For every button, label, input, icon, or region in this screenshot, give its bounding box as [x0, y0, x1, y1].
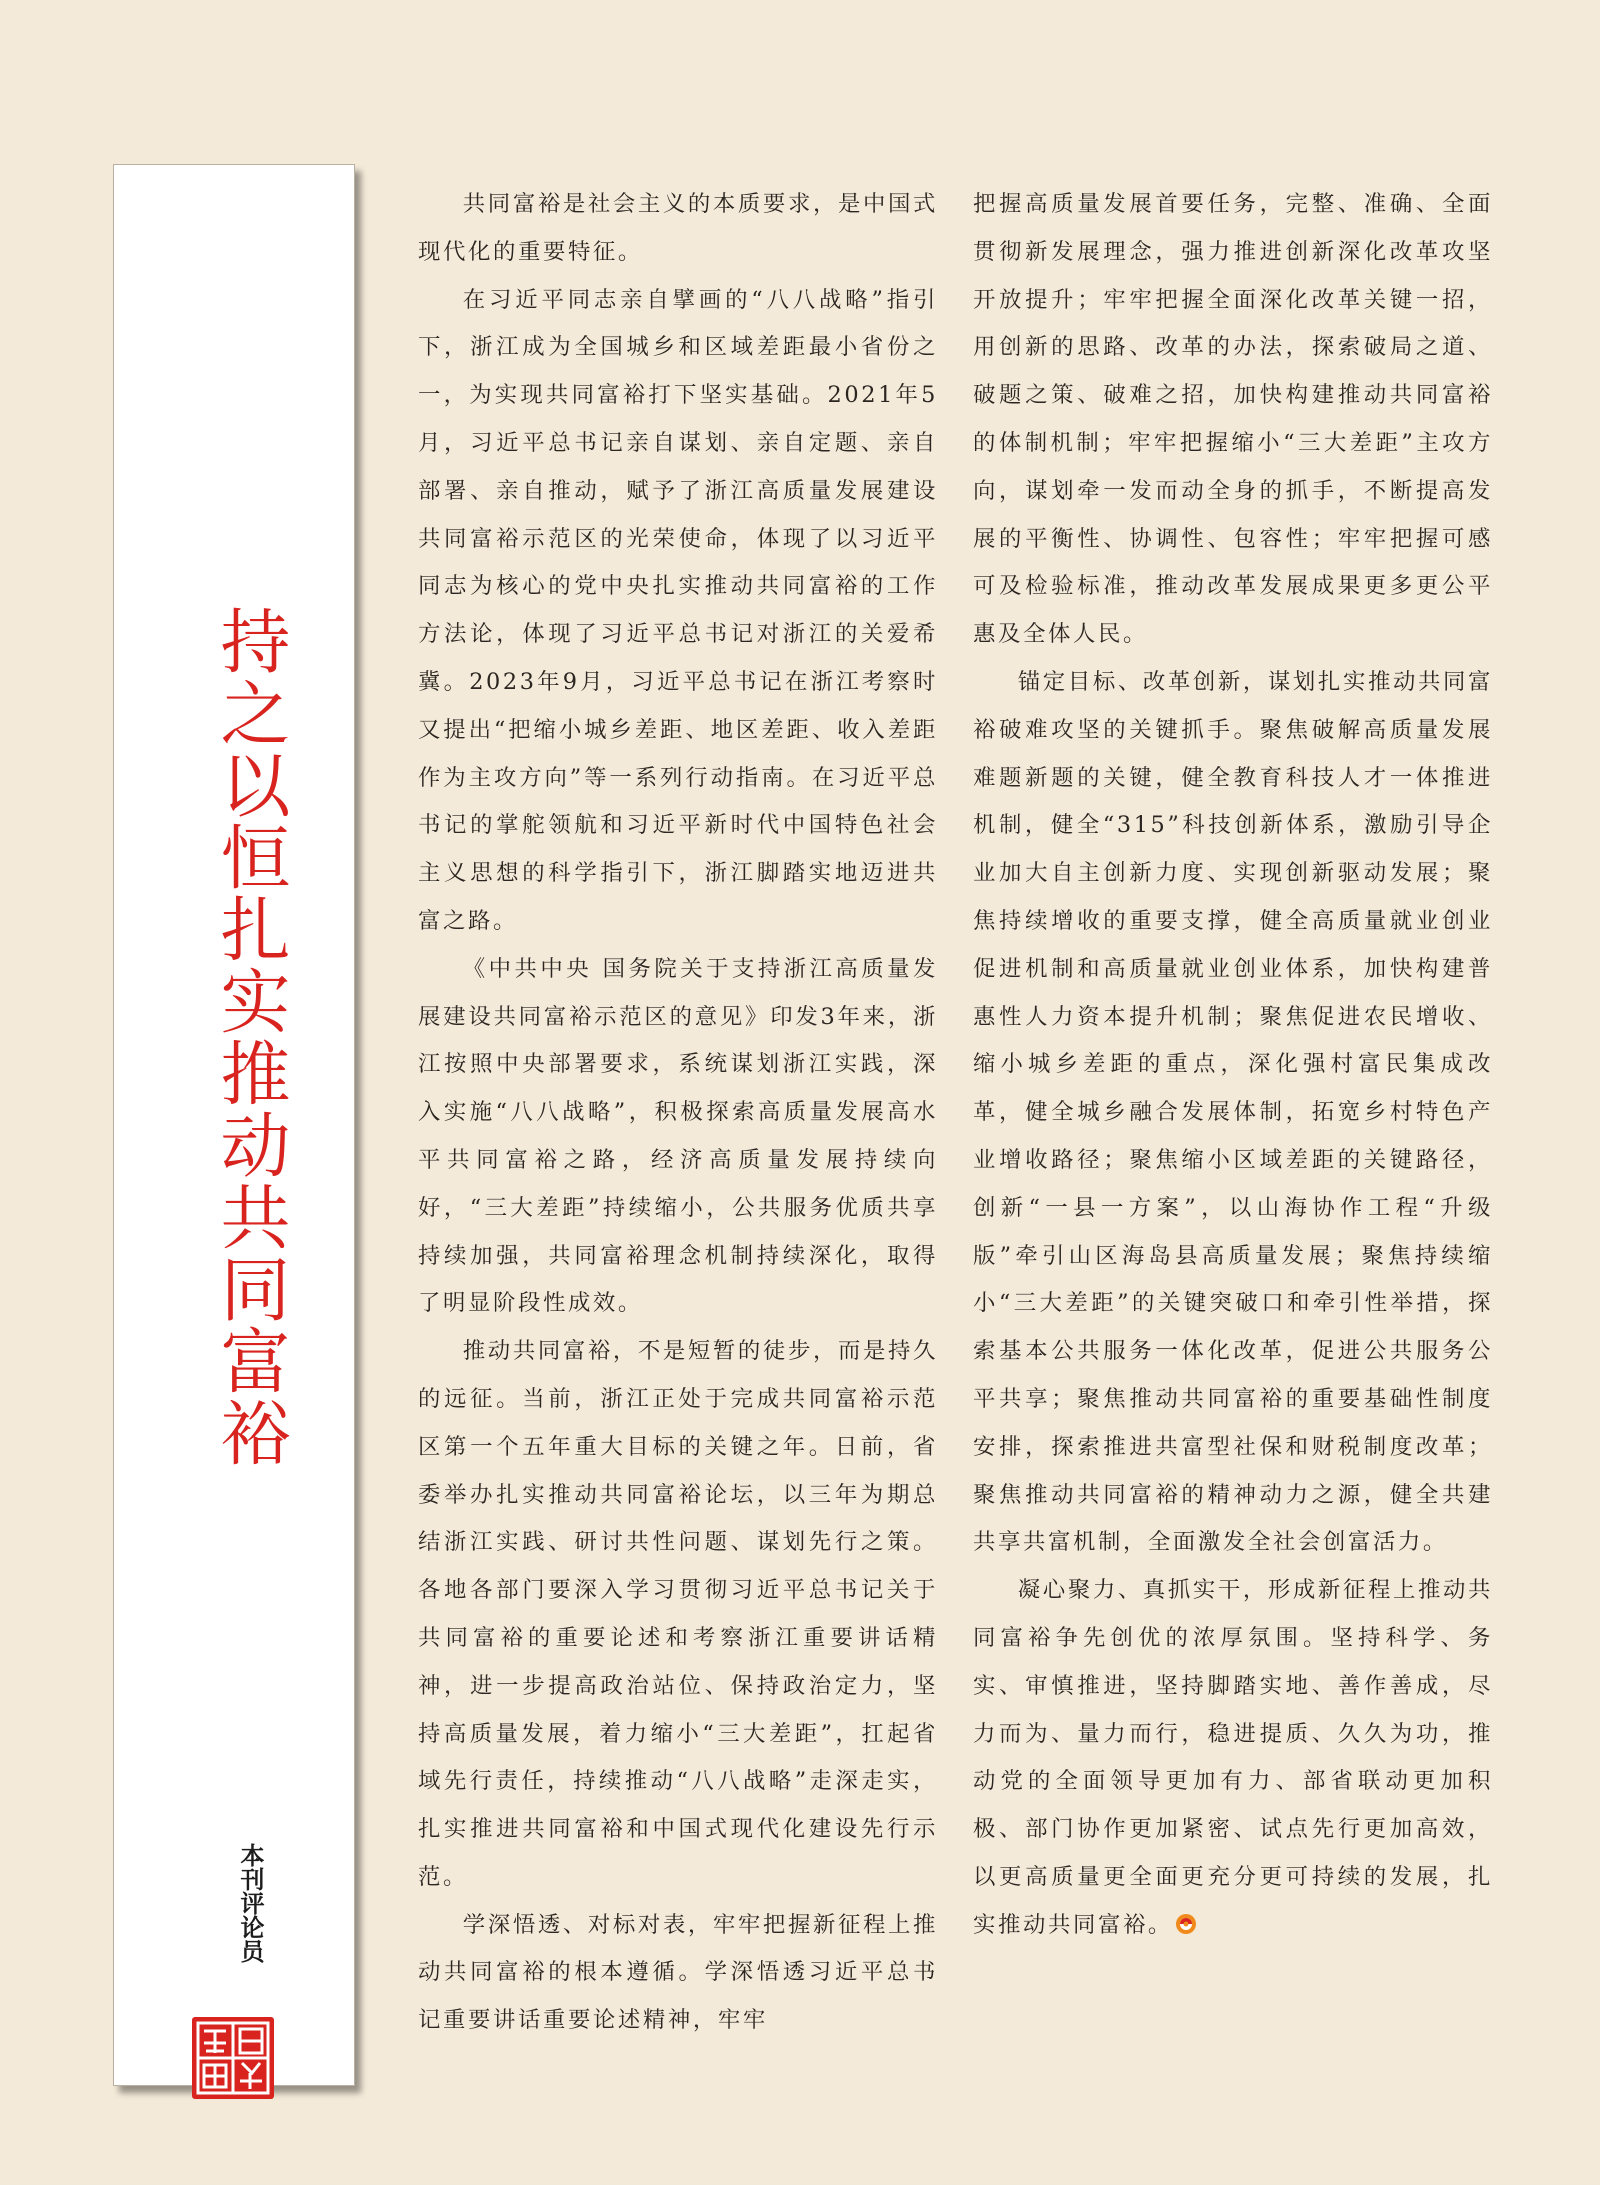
paragraph: 《中共中央 国务院关于支持浙江高质量发展建设共同富裕示范区的意见》印发3年来，浙江按照中央部署要求，系统谋划浙江实践，深入实施“八八战略”，积极探索高质量发展高水平共同富裕之路，经济高质量发展持续向好，“三大差距”持续缩小，公共服务优质共享持续加强，共同富裕理念机制持续深化，取得了明显阶段性成效。 [418, 955, 938, 1317]
paragraph: 学深悟透、对标对表，牢牢把握新征程上推动共同富裕的根本遵循。学深悟透习近平总书记重要讲话重要论述精神，牢牢 [418, 1911, 938, 2034]
end-of-article-icon [1175, 1913, 1197, 1935]
paragraph: 在习近平同志亲自擘画的“八八战略”指引下，浙江成为全国城乡和区域差距最小省份之一，为实现共同富裕打下坚实基础。2021年5月，习近平总书记亲自谋划、亲自定题、亲自部署、亲自推动，赋予了浙江高质量发展建设共同富裕示范区的光荣使命，体现了以习近平同志为核心的党中央扎实推动共同富裕的工作方法论，体现了习近平总书记对浙江的关爱希冀。2023年9月，习近平总书记在浙江考察时又提出“把缩小城乡差距、地区差距、收入差距作为主攻方向”等一系列行动指南。在习近平总书记的掌舵领航和习近平新时代中国特色社会主义思想的科学指引下，浙江脚踏实地迈进共富之路。 [418, 286, 938, 934]
byline: 本刊评论员 [236, 1843, 264, 1963]
paragraph: 锚定目标、改革创新，谋划扎实推动共同富裕破难攻坚的关键抓手。聚焦破解高质量发展难题新题的关键，健全教育科技人才一体推进机制，健全“315”科技创新体系，激励引导企业加大自主创新力度、实现创新驱动发展；聚焦持续增收的重要支撑，健全高质量就业创业促进机制和高质量就业创业体系，加快构建普惠性人力资本提升机制；聚焦促进农民增收、缩小城乡差距的重点，深化强村富民集成改革，健全城乡融合发展体制，拓宽乡村特色产业增收路径；聚焦缩小区域差距的关键路径，创新“一县一方案”，以山海协作工程“升级版”牵引山区海岛县高质量发展；聚焦持续缩小“三大差距”的关键突破口和牵引性举措，探索基本公共服务一体化改革，促进公共服务公平共享；聚焦推动共同富裕的重要基础性制度安排，探索推进共富型社保和财税制度改革；聚焦推动共同富裕的精神动力之源，健全共建共享共富机制，全面激发全社会创富活力。 [973, 668, 1493, 1556]
paragraph: 推动共同富裕，不是短暂的徒步，而是持久的远征。当前，浙江正处于完成共同富裕示范区第一个五年重大目标的关键之年。日前，省委举办扎实推动共同富裕论坛，以三年为期总结浙江实践、研讨共性问题、谋划先行之策。各地各部门要深入学习贯彻习近平总书记关于共同富裕的重要论述和考察浙江重要讲话精神，进一步提高政治站位、保持政治定力，坚持高质量发展，着力缩小“三大差距”，扛起省域先行责任，持续推动“八八战略”走深走实，扎实推进共同富裕和中国式现代化建设先行示范。 [418, 1338, 938, 1890]
paragraph-last [973, 1567, 1493, 1949]
article-column-left [418, 181, 938, 2045]
paragraph: 把握高质量发展首要任务，完整、准确、全面贯彻新发展理念，强力推进创新深化改革攻坚开放提升；牢牢把握全面深化改革关键一招，用创新的思路、改革的办法，探索破局之道、破题之策、破难之招，加快构建推动共同富裕的体制机制；牢牢把握缩小“三大差距”主攻方向，谋划牵一发而动全身的抓手，不断提高发展的平衡性、协调性、包容性；牢牢把握可感可及检验标准，推动改革发展成果更多更公平惠及全体人民。 [973, 191, 1493, 648]
paragraph: 共同富裕是社会主义的本质要求，是中国式现代化的重要特征。 [418, 191, 938, 265]
article-column-right [973, 181, 1493, 1949]
title-sidebar-card [113, 164, 355, 2086]
red-seal-stamp [190, 2015, 276, 2101]
paragraph-text: 凝心聚力、真抓实干，形成新征程上推动共同富裕争先创优的浓厚氛围。坚持科学、务实、审慎推进，坚持脚踏实地、善作善成，尽力而为、量力而行，稳进提质、久久为功，推动党的全面领导更加有力、部省联动更加积极、部门协作更加紧密、试点先行更加高效，以更高质量更全面更充分更可持续的发展，扎实推动共同富裕。 [973, 1577, 1493, 1938]
article-title: 持之以恒扎实推动共同富裕 [209, 605, 291, 1469]
